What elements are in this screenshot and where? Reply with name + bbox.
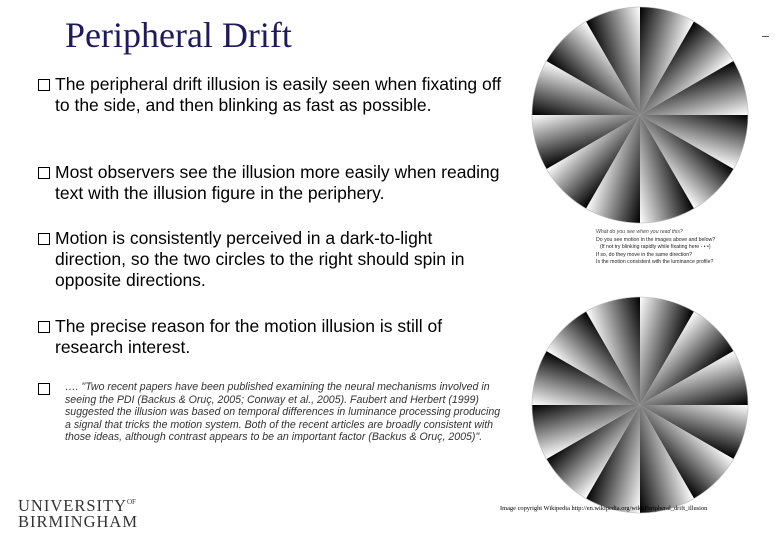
bullet-text: Most observers see the illusion more easily when reading text with the illusion figure in the periphery.: [55, 162, 500, 203]
logo-line1: UNIVERSITY: [18, 496, 127, 515]
bullet-item-quote: [38, 381, 508, 444]
figure-question: Do you see motion in the images above and below?: [596, 236, 716, 243]
bullet-quote-text: …. "Two recent papers have been published examining the neural mechanisms involved in seeing the PDI (Backus & Oruç, 2005; Conway et al., 2005). Faubert and Herbert (1999) suggested the illusion was based on temporal differences in luminance processing producing a signal that tricks the motion system. Both of the recent articles are broadly consistent with those ideas, although contrast appears to be an important factor (Backus & Oruç, 2005)".: [65, 381, 501, 443]
bullet-text: The peripheral drift illusion is easily seen when fixating off to the side, and then blinking as fast as possible.: [55, 74, 502, 115]
bullet-text: Motion is consistently perceived in a dark-to-light direction, so the two circles to the right should spin in opposite directions.: [55, 228, 465, 290]
slide-title: Peripheral Drift: [65, 15, 292, 55]
figure-question: If so, do they move in the same direction?: [596, 251, 693, 258]
checkbox-bullet-icon: [38, 383, 50, 395]
checkbox-bullet-icon: [38, 233, 50, 245]
bullet-item: [38, 228, 508, 291]
bullet-item: [38, 316, 508, 358]
figure-questions: [596, 229, 766, 267]
drift-disc-top: [530, 5, 750, 225]
corner-dash: [762, 36, 769, 37]
drift-disc-bottom: [530, 295, 750, 515]
figure-question: (If not try blinking rapidly while fixating here - • •): [600, 244, 711, 251]
image-credit: Image copyright Wikipedia http://en.wikipedia.org/wiki/Peripheral_drift_illusion: [500, 505, 708, 512]
figure-question: What do you see when you read this?: [596, 229, 683, 235]
checkbox-bullet-icon: [38, 321, 50, 333]
bullet-item: [38, 162, 508, 204]
bullet-text: The precise reason for the motion illusion is still of research interest.: [55, 316, 443, 357]
logo-of: OF: [127, 498, 136, 506]
checkbox-bullet-icon: [38, 79, 50, 91]
figure-question: Is the motion consistent with the luminance profile?: [596, 259, 714, 266]
university-logo: [18, 494, 138, 530]
bullet-item: [38, 74, 508, 116]
checkbox-bullet-icon: [38, 167, 50, 179]
logo-line2: BIRMINGHAM: [18, 512, 139, 531]
